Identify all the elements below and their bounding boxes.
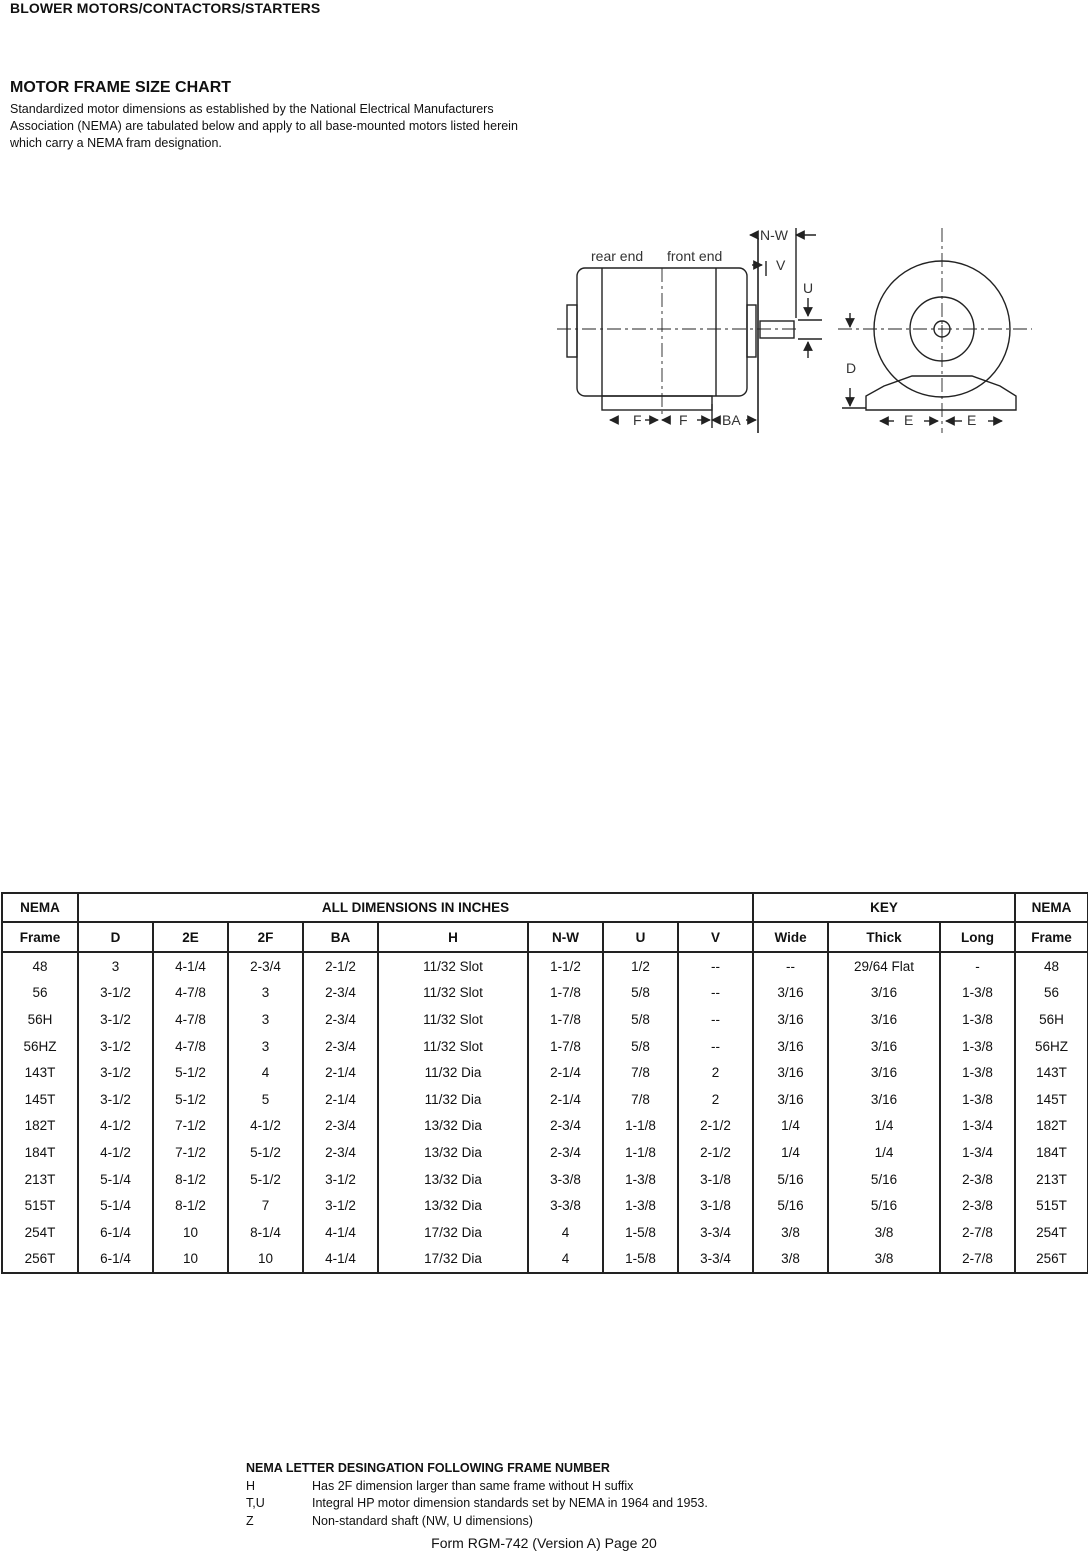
table-cell: 3-1/2 xyxy=(303,1166,378,1193)
table-cell: 3 xyxy=(228,1006,303,1033)
column-header: H xyxy=(378,922,528,952)
table-row xyxy=(2,1192,1088,1219)
table-cell: 184T xyxy=(1015,1139,1088,1166)
table-row xyxy=(2,952,1088,980)
d-label: D xyxy=(846,360,857,376)
column-header: D xyxy=(78,922,153,952)
table-cell: 17/32 Dia xyxy=(378,1246,528,1274)
column-header: U xyxy=(603,922,678,952)
motor-dimension-diagram xyxy=(550,218,1040,438)
table-cell: 2-3/4 xyxy=(303,980,378,1007)
motor-frame-size-table xyxy=(1,892,1088,1274)
table-cell: 3-3/4 xyxy=(678,1246,753,1274)
table-cell: 3/16 xyxy=(828,1086,940,1113)
table-cell: 3 xyxy=(228,980,303,1007)
table-row xyxy=(2,1139,1088,1166)
table-cell: 56H xyxy=(1015,1006,1088,1033)
table-cell: 1-3/8 xyxy=(940,1006,1015,1033)
table-cell: 145T xyxy=(2,1086,78,1113)
table-cell: -- xyxy=(678,1006,753,1033)
legend-item xyxy=(246,1478,708,1496)
nema-letter-legend xyxy=(246,1460,708,1530)
table-cell: 4-1/4 xyxy=(303,1219,378,1246)
front-end-label: front end xyxy=(667,248,723,264)
chart-title: MOTOR FRAME SIZE CHART xyxy=(10,79,232,96)
table-cell: 4 xyxy=(528,1246,603,1274)
nw-label: N-W xyxy=(760,227,788,243)
table-cell: 254T xyxy=(1015,1219,1088,1246)
table-cell: 10 xyxy=(153,1246,228,1274)
table-cell: 5-1/2 xyxy=(228,1166,303,1193)
table-row xyxy=(2,1033,1088,1060)
table-cell: 4-7/8 xyxy=(153,1006,228,1033)
table-cell: 3-3/8 xyxy=(528,1192,603,1219)
table-cell: 2-1/2 xyxy=(678,1139,753,1166)
table-cell: 3/8 xyxy=(828,1246,940,1274)
table-cell: 182T xyxy=(1015,1113,1088,1140)
table-column-header-row xyxy=(2,922,1088,952)
table-cell: 48 xyxy=(2,952,78,980)
table-cell: 7/8 xyxy=(603,1086,678,1113)
table-cell: 2-3/8 xyxy=(940,1166,1015,1193)
table-cell: 2-3/8 xyxy=(940,1192,1015,1219)
table-cell: 3/8 xyxy=(753,1219,828,1246)
table-cell: 1/4 xyxy=(753,1113,828,1140)
rear-end-label: rear end xyxy=(591,248,644,264)
table-cell: 11/32 Dia xyxy=(378,1086,528,1113)
table-cell: 17/32 Dia xyxy=(378,1219,528,1246)
table-cell: 3/16 xyxy=(753,1033,828,1060)
table-cell: 5/16 xyxy=(828,1166,940,1193)
table-cell: 3/16 xyxy=(753,1086,828,1113)
table-cell: 11/32 Slot xyxy=(378,1006,528,1033)
column-header: N-W xyxy=(528,922,603,952)
table-cell: 4-1/2 xyxy=(78,1139,153,1166)
table-cell: 29/64 Flat xyxy=(828,952,940,980)
table-cell: 5/8 xyxy=(603,1033,678,1060)
table-cell: -- xyxy=(678,952,753,980)
nema-left-header: NEMA xyxy=(2,893,78,922)
table-cell: 13/32 Dia xyxy=(378,1113,528,1140)
f-label-2: F xyxy=(679,412,688,428)
table-cell: 3/16 xyxy=(828,1059,940,1086)
table-cell: 515T xyxy=(2,1192,78,1219)
end-view-base xyxy=(866,376,1016,410)
table-cell: 2-3/4 xyxy=(528,1113,603,1140)
table-row xyxy=(2,1086,1088,1113)
table-cell: 11/32 Slot xyxy=(378,952,528,980)
table-cell: 2-3/4 xyxy=(228,952,303,980)
table-cell: 256T xyxy=(1015,1246,1088,1274)
column-header: 2F xyxy=(228,922,303,952)
table-cell: 2-7/8 xyxy=(940,1219,1015,1246)
table-cell: 256T xyxy=(2,1246,78,1274)
table-cell: 3-3/4 xyxy=(678,1219,753,1246)
table-cell: 1-3/8 xyxy=(940,1086,1015,1113)
table-cell: 56HZ xyxy=(1015,1033,1088,1060)
rear-end-cap xyxy=(567,305,577,357)
table-cell: 3-1/2 xyxy=(78,980,153,1007)
table-cell: 1-3/8 xyxy=(940,980,1015,1007)
legend-item xyxy=(246,1495,708,1513)
table-cell: 2-1/2 xyxy=(303,952,378,980)
table-cell: 6-1/4 xyxy=(78,1219,153,1246)
table-cell: 1-3/8 xyxy=(940,1059,1015,1086)
table-cell: 4-7/8 xyxy=(153,980,228,1007)
table-cell: 5 xyxy=(228,1086,303,1113)
table-cell: 48 xyxy=(1015,952,1088,980)
table-cell: 2-1/4 xyxy=(528,1086,603,1113)
table-cell: 184T xyxy=(2,1139,78,1166)
table-cell: 3/16 xyxy=(753,980,828,1007)
legend-text: Has 2F dimension larger than same frame without H suffix xyxy=(312,1478,634,1493)
motor-shaft xyxy=(760,321,794,338)
column-header: Wide xyxy=(753,922,828,952)
column-header: BA xyxy=(303,922,378,952)
intro-line: Association (NEMA) are tabulated below and apply to all base-mounted motors listed herein xyxy=(10,119,518,133)
table-cell: 1-3/4 xyxy=(940,1113,1015,1140)
table-cell: -- xyxy=(753,952,828,980)
table-cell: 10 xyxy=(153,1219,228,1246)
table-cell: 4-1/2 xyxy=(228,1113,303,1140)
table-cell: 3/16 xyxy=(828,1006,940,1033)
table-cell: 1-1/2 xyxy=(528,952,603,980)
v-label: V xyxy=(776,257,786,273)
table-cell: 5-1/2 xyxy=(228,1139,303,1166)
table-group-header-row xyxy=(2,893,1088,922)
table-cell: 3-1/8 xyxy=(678,1166,753,1193)
table-cell: 4 xyxy=(528,1219,603,1246)
table-cell: 254T xyxy=(2,1219,78,1246)
column-header: Frame xyxy=(2,922,78,952)
table-row xyxy=(2,1006,1088,1033)
table-cell: 1-7/8 xyxy=(528,1006,603,1033)
table-cell: 1-7/8 xyxy=(528,980,603,1007)
table-cell: 6-1/4 xyxy=(78,1246,153,1274)
table-cell: 11/32 Slot xyxy=(378,980,528,1007)
table-cell: 3-1/2 xyxy=(78,1006,153,1033)
ba-label: BA xyxy=(722,412,741,428)
motor-foot xyxy=(602,396,712,410)
table-cell: 1/4 xyxy=(828,1139,940,1166)
table-cell: 11/32 Dia xyxy=(378,1059,528,1086)
e-label-1: E xyxy=(904,412,914,428)
table-cell: 3-1/2 xyxy=(78,1033,153,1060)
table-row xyxy=(2,1246,1088,1274)
table-cell: 1/4 xyxy=(753,1139,828,1166)
table-cell: 8-1/4 xyxy=(228,1219,303,1246)
column-header: 2E xyxy=(153,922,228,952)
table-cell: -- xyxy=(678,980,753,1007)
intro-line: Standardized motor dimensions as established by the National Electrical Manufacturers xyxy=(10,102,494,116)
table-cell: 515T xyxy=(1015,1192,1088,1219)
table-cell: 1-7/8 xyxy=(528,1033,603,1060)
table-cell: 3/8 xyxy=(828,1219,940,1246)
table-cell: 2-3/4 xyxy=(303,1033,378,1060)
table-cell: 3 xyxy=(228,1033,303,1060)
legend-code: H xyxy=(246,1478,256,1493)
legend-text: Non-standard shaft (NW, U dimensions) xyxy=(312,1513,533,1528)
table-cell: 13/32 Dia xyxy=(378,1166,528,1193)
table-cell: 3-1/8 xyxy=(678,1192,753,1219)
table-cell: 1-3/8 xyxy=(940,1033,1015,1060)
table-cell: 2-3/4 xyxy=(303,1113,378,1140)
table-cell: 3/8 xyxy=(753,1246,828,1274)
table-cell: 3-3/8 xyxy=(528,1166,603,1193)
table-cell: 4-1/4 xyxy=(153,952,228,980)
table-cell: 3-1/2 xyxy=(78,1086,153,1113)
table-cell: 2-1/4 xyxy=(303,1086,378,1113)
intro-paragraph xyxy=(10,101,610,152)
table-row xyxy=(2,1113,1088,1140)
column-header: Thick xyxy=(828,922,940,952)
table-cell: 56 xyxy=(2,980,78,1007)
table-cell: 4-7/8 xyxy=(153,1033,228,1060)
table-cell: 8-1/2 xyxy=(153,1166,228,1193)
table-cell: 2-3/4 xyxy=(528,1139,603,1166)
table-body xyxy=(2,952,1088,1273)
table-cell: 5-1/2 xyxy=(153,1059,228,1086)
table-cell: 5-1/2 xyxy=(153,1086,228,1113)
legend-text: Integral HP motor dimension standards set by NEMA in 1964 and 1953. xyxy=(312,1496,708,1510)
table-cell: 5-1/4 xyxy=(78,1166,153,1193)
table-cell: 2 xyxy=(678,1059,753,1086)
e-label-2: E xyxy=(967,412,977,428)
table-cell: 8-1/2 xyxy=(153,1192,228,1219)
table-cell: 4 xyxy=(228,1059,303,1086)
table-cell: 1-5/8 xyxy=(603,1246,678,1274)
table-cell: 1/2 xyxy=(603,952,678,980)
table-cell: 2-1/2 xyxy=(678,1113,753,1140)
legend-title: NEMA LETTER DESINGATION FOLLOWING FRAME NUMBER xyxy=(246,1461,610,1475)
table-cell: 56HZ xyxy=(2,1033,78,1060)
table-cell: 56 xyxy=(1015,980,1088,1007)
table-cell: 143T xyxy=(2,1059,78,1086)
table-cell: 2-3/4 xyxy=(303,1006,378,1033)
table-cell: 5-1/4 xyxy=(78,1192,153,1219)
table-cell: 213T xyxy=(2,1166,78,1193)
table-cell: 2-1/4 xyxy=(528,1059,603,1086)
table-cell: 5/8 xyxy=(603,980,678,1007)
table-cell: - xyxy=(940,952,1015,980)
table-cell: 2-7/8 xyxy=(940,1246,1015,1274)
table-cell: 1-3/8 xyxy=(603,1192,678,1219)
table-cell: 2-1/4 xyxy=(303,1059,378,1086)
table-cell: 56H xyxy=(2,1006,78,1033)
table-cell: 3-1/2 xyxy=(78,1059,153,1086)
table-cell: 1/4 xyxy=(828,1113,940,1140)
table-cell: 7-1/2 xyxy=(153,1113,228,1140)
table-cell: 7-1/2 xyxy=(153,1139,228,1166)
table-cell: 1-3/4 xyxy=(940,1139,1015,1166)
column-header: Frame xyxy=(1015,922,1088,952)
table-cell: 3/16 xyxy=(753,1006,828,1033)
column-header: Long xyxy=(940,922,1015,952)
table-cell: 13/32 Dia xyxy=(378,1192,528,1219)
table-cell: 4-1/4 xyxy=(303,1246,378,1274)
legend-item xyxy=(246,1513,708,1531)
table-cell: 1-1/8 xyxy=(603,1139,678,1166)
table-cell: 3-1/2 xyxy=(303,1192,378,1219)
key-header: KEY xyxy=(753,893,1015,922)
table-cell: 213T xyxy=(1015,1166,1088,1193)
table-cell: 182T xyxy=(2,1113,78,1140)
table-cell: 5/16 xyxy=(828,1192,940,1219)
column-header: V xyxy=(678,922,753,952)
page-header-title: BLOWER MOTORS/CONTACTORS/STARTERS xyxy=(10,0,321,16)
table-row xyxy=(2,980,1088,1007)
table-cell: 1-1/8 xyxy=(603,1113,678,1140)
table-cell: 2 xyxy=(678,1086,753,1113)
table-cell: 3/16 xyxy=(753,1059,828,1086)
all-dimensions-header: ALL DIMENSIONS IN INCHES xyxy=(78,893,753,922)
table-cell: 3/16 xyxy=(828,1033,940,1060)
table-row xyxy=(2,1059,1088,1086)
table-cell: 5/16 xyxy=(753,1166,828,1193)
table-cell: 4-1/2 xyxy=(78,1113,153,1140)
table-cell: 5/8 xyxy=(603,1006,678,1033)
table-cell: 11/32 Slot xyxy=(378,1033,528,1060)
table-cell: 143T xyxy=(1015,1059,1088,1086)
table-cell: 1-5/8 xyxy=(603,1219,678,1246)
table-cell: 7/8 xyxy=(603,1059,678,1086)
legend-code: Z xyxy=(246,1513,254,1528)
u-label: U xyxy=(803,280,814,296)
table-cell: 2-3/4 xyxy=(303,1139,378,1166)
legend-code: T,U xyxy=(246,1496,265,1510)
table-cell: 3 xyxy=(78,952,153,980)
table-cell: 13/32 Dia xyxy=(378,1139,528,1166)
nema-right-header: NEMA xyxy=(1015,893,1088,922)
table-cell: 5/16 xyxy=(753,1192,828,1219)
table-row xyxy=(2,1166,1088,1193)
table-cell: 7 xyxy=(228,1192,303,1219)
intro-line: which carry a NEMA fram designation. xyxy=(10,136,222,150)
table-row xyxy=(2,1219,1088,1246)
table-cell: 3/16 xyxy=(828,980,940,1007)
front-end-cap xyxy=(747,305,756,357)
f-label-1: F xyxy=(633,412,642,428)
table-cell: 145T xyxy=(1015,1086,1088,1113)
page-footer: Form RGM-742 (Version A) Page 20 xyxy=(431,1535,657,1551)
table-cell: 10 xyxy=(228,1246,303,1274)
table-cell: 1-3/8 xyxy=(603,1166,678,1193)
table-cell: -- xyxy=(678,1033,753,1060)
